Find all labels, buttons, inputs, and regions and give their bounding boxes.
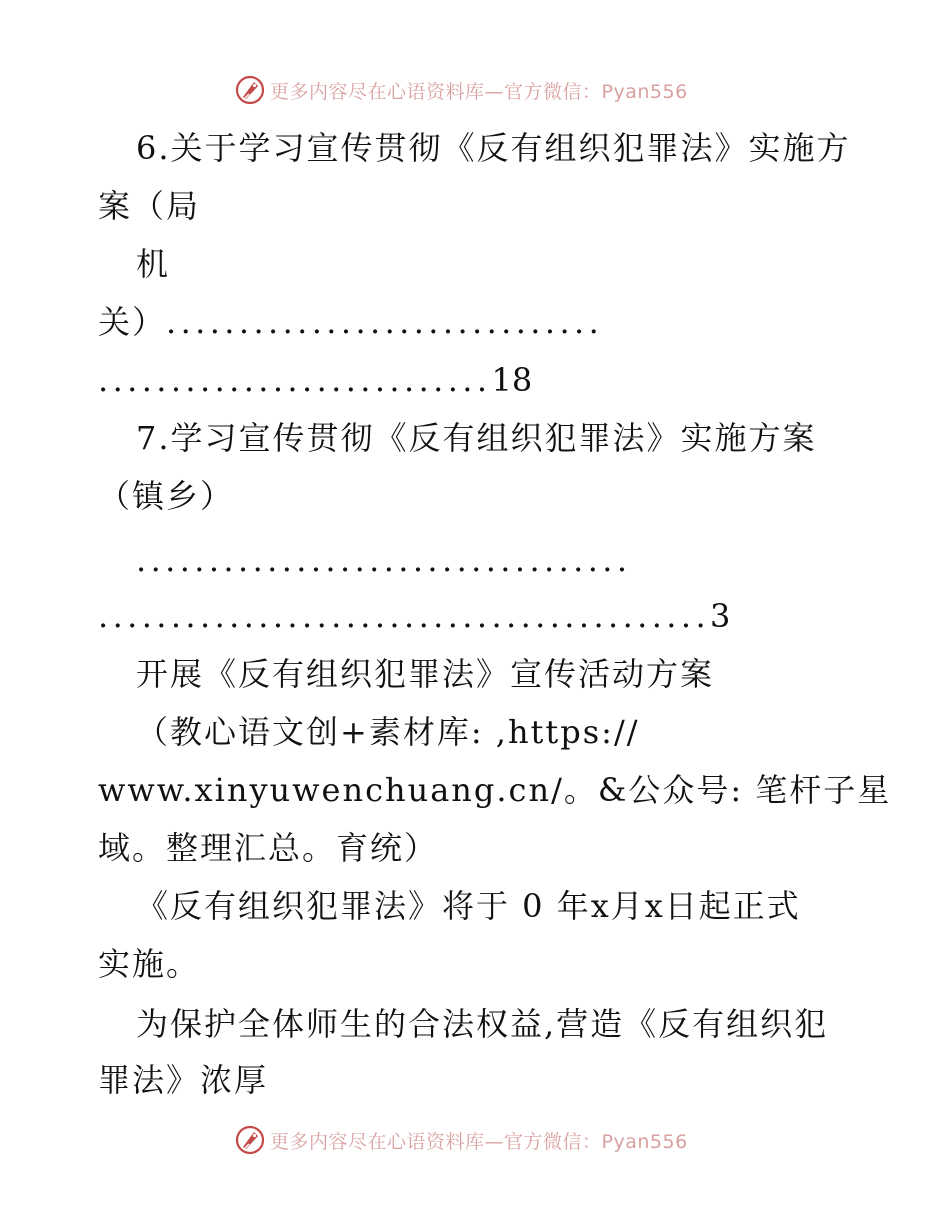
leader-dots: .......................................... [98, 597, 711, 635]
watermark-text: 更多内容尽在心语资料库—官方微信：Pyan556 [270, 1130, 688, 1153]
source-note-cont: www.xinyuwenchuang.cn/。&公众号: 笔杆子星 [98, 771, 892, 809]
watermark-text: 更多内容尽在心语资料库—官方微信：Pyan556 [270, 80, 688, 103]
toc-entry-6-page-number: 18 [491, 361, 533, 399]
leader-dots: .............................. [166, 303, 604, 341]
toc-entry-7-page-number: 3 [710, 597, 731, 635]
toc-entry-6-title-cont: 案（局 [98, 187, 201, 225]
footer-watermark [234, 1122, 688, 1158]
toc-entry-7-leader-end [98, 596, 730, 636]
toc-entry-7-title: 7.学习宣传贯彻《反有组织犯罪法》实施方案 [136, 419, 817, 457]
body-paragraph-2-cont: 罪法》浓厚 [98, 1061, 269, 1099]
toc-entry-7-title-cont: （镇乡） [98, 477, 235, 515]
body-paragraph-1: 《反有组织犯罪法》将于 0 年x月x日起正式 [136, 887, 801, 925]
fountain-pen-nib-icon [234, 1124, 266, 1156]
toc-entry-6-title-end: 关） [98, 303, 167, 341]
fountain-pen-nib-icon [234, 74, 266, 106]
body-paragraph-2: 为保护全体师生的合法权益,营造《反有组织犯 [136, 1005, 829, 1043]
source-note: （教心语文创+素材库: ,https:// [136, 713, 640, 751]
body-paragraph-1-cont: 实施。 [98, 945, 201, 983]
header-watermark [234, 72, 688, 108]
toc-entry-7-leader [136, 540, 631, 580]
source-note-end: 域。整理汇总。育统） [98, 829, 439, 867]
leader-dots: ........................... [98, 361, 492, 399]
toc-entry-6-title-cont2: 机 [136, 245, 171, 283]
toc-entry-6-leader-end [98, 360, 532, 400]
leader-dots: .................................. [136, 541, 632, 579]
toc-entry-6-title: 6.关于学习宣传贯彻《反有组织犯罪法》实施方 [136, 129, 851, 167]
toc-entry-6-leader [98, 302, 603, 342]
section-title: 开展《反有组织犯罪法》宣传活动方案 [136, 655, 715, 693]
